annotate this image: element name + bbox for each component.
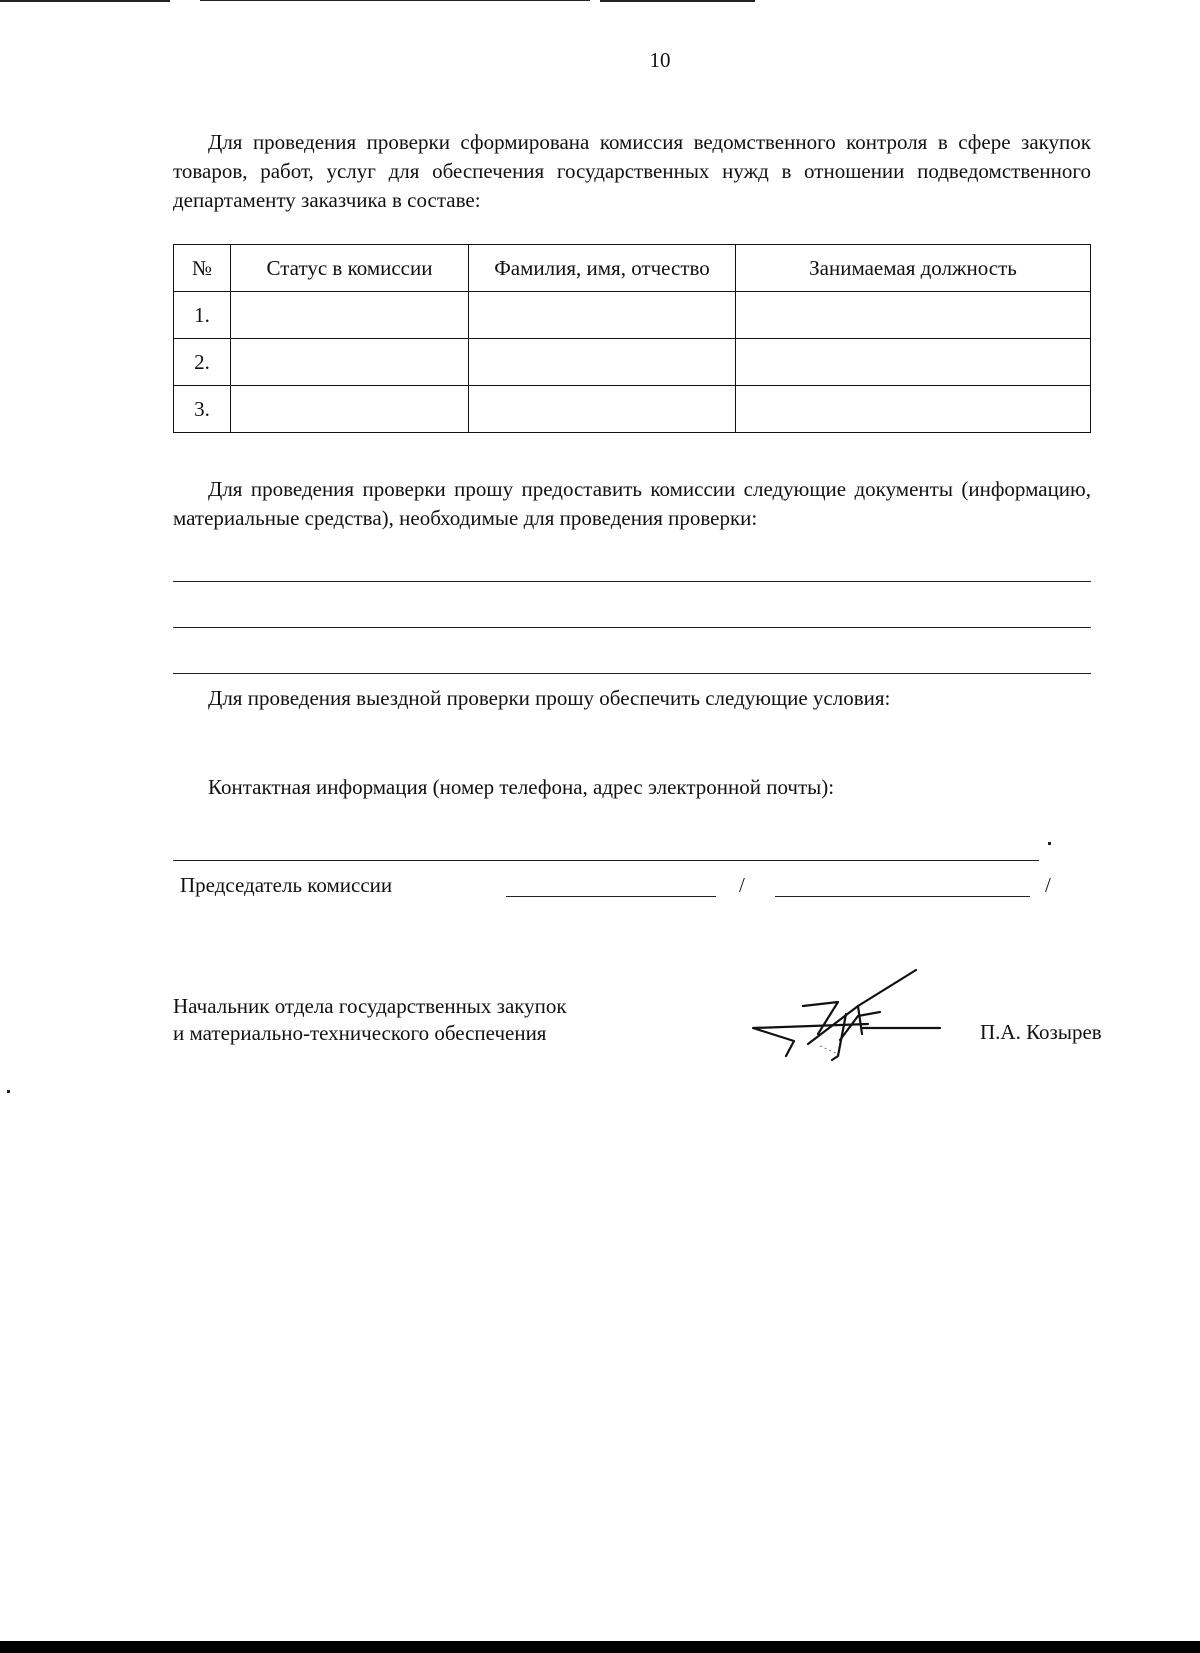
documents-fill-line: [173, 581, 1091, 582]
status-cell: [231, 292, 469, 339]
position-cell: [736, 292, 1091, 339]
contact-fill-line: [173, 860, 1039, 861]
fullname-cell: [469, 292, 736, 339]
col-header-position: Занимаемая должность: [736, 245, 1091, 292]
chairman-separator: /: [739, 873, 745, 897]
row-number: 3.: [174, 386, 231, 433]
scan-dot: [1048, 842, 1051, 845]
chairman-label: Председатель комиссии: [180, 873, 393, 897]
position-cell: [736, 339, 1091, 386]
status-cell: [231, 386, 469, 433]
scan-edge-rule: [0, 0, 170, 2]
row-number: 2.: [174, 339, 231, 386]
position-cell: [736, 386, 1091, 433]
scan-bottom-border: [0, 1641, 1200, 1653]
contact-text: Контактная информация (номер телефона, адрес электронной почты):: [208, 775, 835, 799]
signatory-name: П.А. Козырев: [980, 1020, 1102, 1044]
scan-edge-rule: [200, 0, 590, 1]
page-number: 10: [649, 48, 671, 72]
col-header-number: №: [174, 245, 231, 292]
col-header-fullname: Фамилия, имя, отчество: [469, 245, 736, 292]
table-row: [174, 386, 1091, 433]
fullname-cell: [469, 339, 736, 386]
chairman-separator-end: /: [1045, 873, 1051, 897]
documents-paragraph: [173, 475, 1091, 533]
scan-edge-rule: [600, 0, 755, 2]
status-cell: [231, 339, 469, 386]
signatory-title-line1: Начальник отдела государственных закупок: [173, 994, 567, 1018]
row-number: 1.: [174, 292, 231, 339]
signature-image: [750, 968, 950, 1066]
intro-paragraph: [173, 128, 1091, 215]
documents-fill-line: [173, 673, 1091, 674]
signatory-title: [173, 993, 567, 1047]
signatory-title-line2: и материально-технического обеспечения: [173, 1021, 547, 1045]
documents-text: Для проведения проверки прошу предоставить комиссии следующие документы (информацию, материальные средства), необходимые для проведения проверки:: [173, 477, 1091, 530]
documents-fill-line: [173, 627, 1091, 628]
fullname-cell: [469, 386, 736, 433]
commission-table: [173, 244, 1091, 433]
col-header-status: Статус в комиссии: [231, 245, 469, 292]
conditions-text: Для проведения выездной проверки прошу обеспечить следующие условия:: [208, 686, 891, 710]
intro-text: Для проведения проверки сформирована комиссия ведомственного контроля в сфере закупок товаров, работ, услуг для обеспечения государственных нужд в отношении подведомственного департаменту заказчика в составе:: [173, 130, 1091, 212]
table-row: [174, 339, 1091, 386]
chairman-signature-line: [506, 896, 716, 897]
table-row: [174, 292, 1091, 339]
chairman-name-line: [775, 896, 1030, 897]
table-header-row: [174, 245, 1091, 292]
scan-dot: [7, 1090, 10, 1093]
